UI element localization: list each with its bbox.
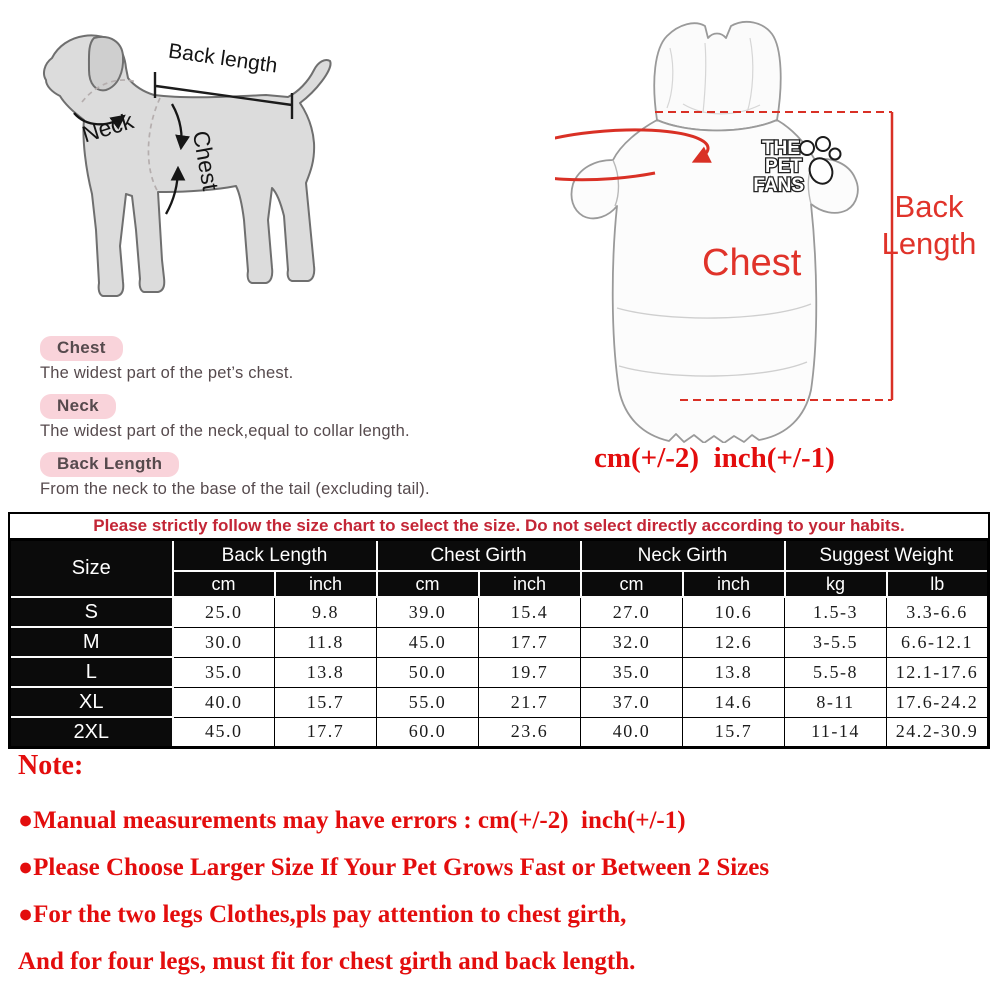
value-cell: 17.7: [479, 627, 581, 657]
size-cell: L: [10, 657, 173, 687]
chest-term-pill: Chest: [40, 336, 123, 361]
value-cell: 55.0: [377, 687, 479, 717]
unit-header: cm: [581, 571, 683, 597]
value-cell: 12.1-17.6: [887, 657, 989, 687]
size-column-header: Size: [10, 540, 173, 598]
neck-girth-group-header: Neck Girth: [581, 540, 785, 572]
value-cell: 21.7: [479, 687, 581, 717]
size-cell: XL: [10, 687, 173, 717]
definition-chest: [40, 336, 510, 383]
note-line: ●For the two legs Clothes,pls pay attention to chest girth,: [18, 901, 627, 928]
diagram-back-length-label: Back length: [166, 39, 279, 78]
diagram-neck-label: Neck: [78, 107, 137, 148]
value-cell: 12.6: [683, 627, 785, 657]
table-row: [10, 627, 989, 657]
back-length-term-pill: Back Length: [40, 452, 179, 477]
value-cell: 45.0: [377, 627, 479, 657]
value-cell: 9.8: [275, 597, 377, 627]
value-cell: 3.3-6.6: [887, 597, 989, 627]
jacket-chest-label: Chest: [702, 242, 802, 284]
logo-line-pet: PET: [765, 156, 802, 177]
value-cell: 11.8: [275, 627, 377, 657]
note-line: ●Manual measurements may have errors : cm(+/-2) inch(+/-1): [18, 807, 686, 834]
value-cell: 13.8: [275, 657, 377, 687]
size-table-body: [10, 597, 989, 748]
note-section: [18, 750, 984, 985]
size-cell: 2XL: [10, 717, 173, 748]
value-cell: 6.6-12.1: [887, 627, 989, 657]
value-cell: 10.6: [683, 597, 785, 627]
value-cell: 15.4: [479, 597, 581, 627]
value-cell: 35.0: [581, 657, 683, 687]
measurement-definitions: [40, 336, 510, 510]
value-cell: 39.0: [377, 597, 479, 627]
value-cell: 13.8: [683, 657, 785, 687]
size-table-section: [8, 512, 990, 749]
unit-header: inch: [683, 571, 785, 597]
table-row: [10, 717, 989, 748]
value-cell: 15.7: [275, 687, 377, 717]
chest-girth-group-header: Chest Girth: [377, 540, 581, 572]
value-cell: 32.0: [581, 627, 683, 657]
value-cell: 5.5-8: [785, 657, 887, 687]
value-cell: 11-14: [785, 717, 887, 748]
value-cell: 19.7: [479, 657, 581, 687]
back-length-definition-text: From the neck to the base of the tail (excluding tail).: [40, 480, 430, 498]
value-cell: 3-5.5: [785, 627, 887, 657]
value-cell: 14.6: [683, 687, 785, 717]
unit-header: inch: [275, 571, 377, 597]
value-cell: 45.0: [173, 717, 275, 748]
diagram-chest-label: Chest: [187, 128, 224, 193]
note-line: And for four legs, must fit for chest girth and back length.: [18, 948, 636, 975]
value-cell: 40.0: [581, 717, 683, 748]
value-cell: 60.0: [377, 717, 479, 748]
value-cell: 17.7: [275, 717, 377, 748]
table-group-header-row: [10, 540, 989, 572]
logo-line-the: THE: [762, 138, 800, 159]
table-row: [10, 687, 989, 717]
table-row: [10, 657, 989, 687]
size-cell: S: [10, 597, 173, 627]
dog-silhouette-illustration: [44, 35, 331, 296]
neck-definition-text: The widest part of the neck,equal to collar length.: [40, 422, 410, 440]
jacket-back-length-label: Back Length: [881, 189, 977, 261]
logo-line-fans: FANS: [753, 175, 804, 196]
back-length-group-header: Back Length: [173, 540, 377, 572]
unit-header: cm: [173, 571, 275, 597]
unit-header: lb: [887, 571, 989, 597]
value-cell: 8-11: [785, 687, 887, 717]
value-cell: 50.0: [377, 657, 479, 687]
neck-term-pill: Neck: [40, 394, 116, 419]
value-cell: 35.0: [173, 657, 275, 687]
suggest-weight-group-header: Suggest Weight: [785, 540, 989, 572]
puffer-vest-drawing: [571, 22, 857, 443]
dog-measurement-diagram: [26, 20, 366, 330]
value-cell: 30.0: [173, 627, 275, 657]
size-cell: M: [10, 627, 173, 657]
chest-definition-text: The widest part of the pet’s chest.: [40, 364, 294, 382]
unit-header: inch: [479, 571, 581, 597]
value-cell: 25.0: [173, 597, 275, 627]
value-cell: 40.0: [173, 687, 275, 717]
value-cell: 23.6: [479, 717, 581, 748]
unit-header: kg: [785, 571, 887, 597]
unit-header: cm: [377, 571, 479, 597]
value-cell: 37.0: [581, 687, 683, 717]
table-row: [10, 597, 989, 627]
note-title: Note:: [18, 750, 84, 781]
value-cell: 1.5-3: [785, 597, 887, 627]
value-cell: 27.0: [581, 597, 683, 627]
size-table-caption: Please strictly follow the size chart to select the size. Do not select directly according to your habits.: [8, 512, 990, 538]
note-line: ●Please Choose Larger Size If Your Pet Grows Fast or Between 2 Sizes: [18, 854, 770, 881]
value-cell: 17.6-24.2: [887, 687, 989, 717]
tolerance-note: cm(+/-2) inch(+/-1): [594, 442, 835, 474]
value-cell: 15.7: [683, 717, 785, 748]
size-table: [8, 538, 990, 749]
definition-neck: [40, 394, 510, 441]
definition-back-length: [40, 452, 510, 499]
value-cell: 24.2-30.9: [887, 717, 989, 748]
